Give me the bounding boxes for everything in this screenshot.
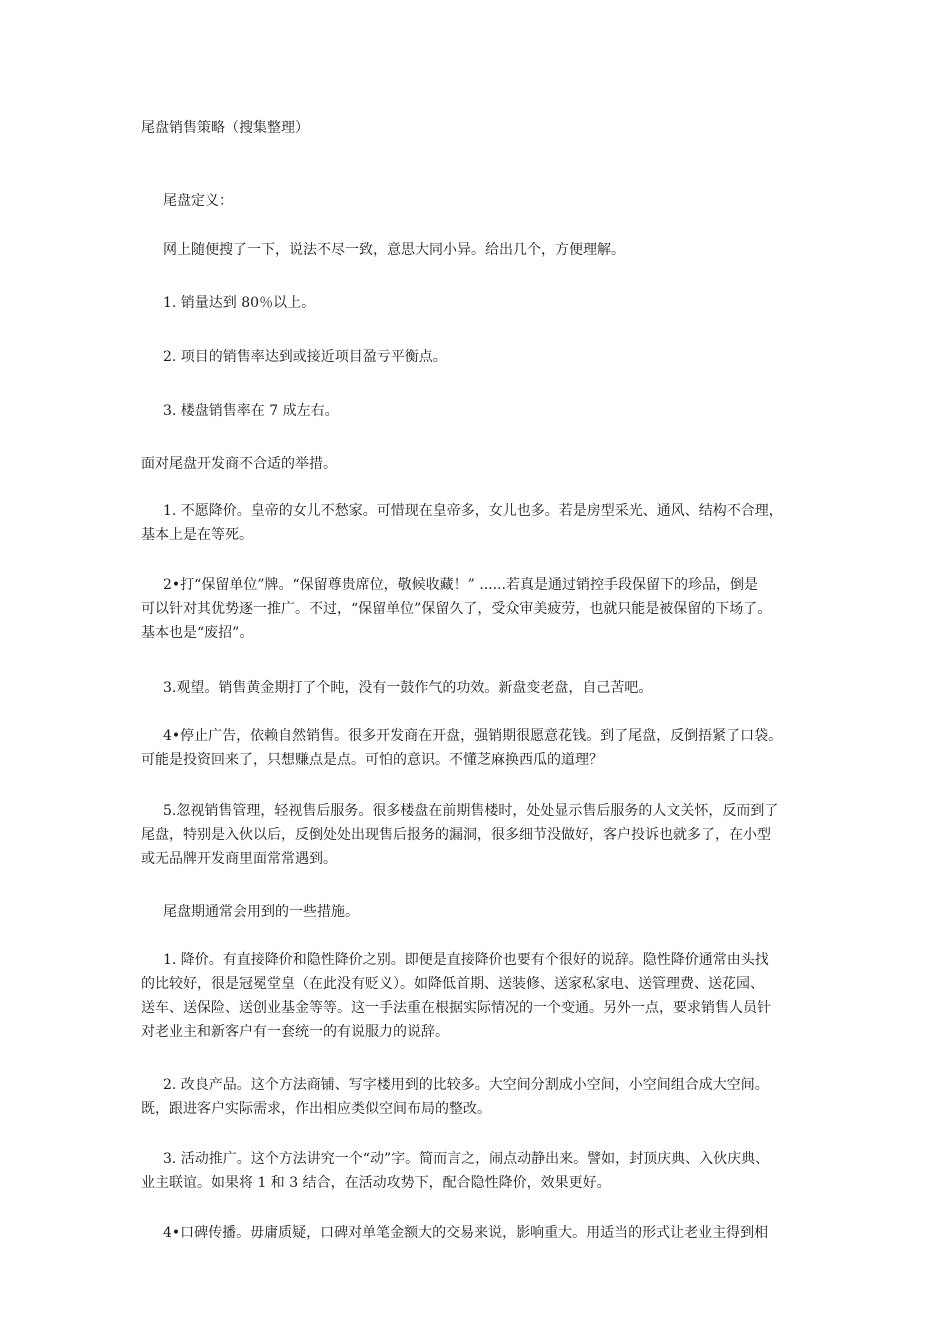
text-line: 3. 活动推广。这个方法讲究一个“动”字。简而言之，闹点动静出来。譬如，封顶庆典、入伙庆典、 [163,1151,770,1167]
text-line: 1. 降价。有直接降价和隐性降价之别。即便是直接降价也要有个很好的说辞。隐性降价通常由头找 [163,952,769,968]
text-line: 尾盘，特别是入伙以后，反倒处处出现售后报务的漏洞，很多细节没做好，客户投诉也就多了，在小型 [141,827,771,843]
paragraph [141,799,853,871]
text-line: 既，跟进客户实际需求，作出相应类似空间布局的整改。 [141,1101,491,1117]
text-line: 或无品牌开发商里面常常遇到。 [141,851,337,867]
text-line: 可能是投资回来了，只想赚点是点。可怕的意识。不懂芝麻换西瓜的道理？ [141,752,603,768]
text-line: 5.忽视销售管理，轻视售后服务。很多楼盘在前期售楼时，处处显示售后服务的人文关怀，反而到了 [163,803,779,819]
text-line: 4•停止广告，依赖自然销售。很多开发商在开盘，强销期很愿意花钱。到了尾盘，反倒捂紧了口袋。 [163,728,783,744]
text-line: 2•打“保留单位”牌。“保留尊贵席位，敬候收藏！” ......若真是通过销控手段保留下的珍品，倒是 [163,577,758,593]
text-line: 2. 改良产品。这个方法商铺、写字楼用到的比较多。大空间分割成小空间，小空间组合成大空间。 [163,1077,769,1093]
text-line: 尾盘定义： [163,193,233,209]
text-line: 3. 楼盘销售率在 7 成左右。 [163,403,339,419]
text-line: 基本也是“废招”。 [141,625,254,641]
paragraph [141,676,853,700]
paragraph [141,1221,853,1245]
document-title: 尾盘销售策略（搜集整理） [141,120,309,136]
paragraph [141,948,853,1044]
paragraph [141,900,853,924]
paragraph [141,499,853,547]
text-line: 的比较好，很是冠冕堂皇（在此没有贬义）。如降低首期、送装修、送家私家电、送管理费、送花园、 [141,976,764,992]
text-line: 3.观望。销售黄金期打了个盹，没有一鼓作气的功效。新盘变老盘，自己苦吧。 [163,680,653,696]
text-line: 业主联谊。如果将 1 和 3 结合，在活动攻势下，配合隐性降价，效果更好。 [141,1175,611,1191]
text-line: 2. 项目的销售率达到或接近项目盈亏平衡点。 [163,349,447,365]
paragraph [141,573,853,645]
paragraph [141,189,853,213]
paragraph [141,452,831,476]
text-line: 对老业主和新客户有一套统一的有说服力的说辞。 [141,1024,449,1040]
text-line: 1. 销量达到 80％以上。 [163,295,316,311]
text-line: 1. 不愿降价。皇帝的女儿不愁家。可惜现在皇帝多，女儿也多。若是房型采光、通风、结构不合理， [163,503,783,519]
paragraph [141,238,853,262]
text-line: 基本上是在等死。 [141,527,253,543]
paragraph [141,1073,853,1121]
text-line: 送车、送保险、送创业基金等等。这一手法重在根据实际情况的一个变通。另外一点，要求销售人员针 [141,1000,771,1016]
text-line: 面对尾盘开发商不合适的举措。 [141,456,337,472]
paragraph [141,291,853,315]
paragraph [141,399,853,423]
paragraph [141,1147,853,1195]
text-line: 可以针对其优势逐一推广。不过，“保留单位”保留久了，受众审美疲劳，也就只能是被保留的下场了。 [141,601,772,617]
text-line: 尾盘期通常会用到的一些措施。 [163,904,359,920]
paragraph [141,345,853,369]
paragraph [141,724,853,772]
text-line: 网上随便搜了一下，说法不尽一致，意思大同小异。给出几个，方便理解。 [163,242,625,258]
text-line: 4•口碑传播。毋庸质疑，口碑对单笔金额大的交易来说，影响重大。用适当的形式让老业主得到相 [163,1225,769,1241]
